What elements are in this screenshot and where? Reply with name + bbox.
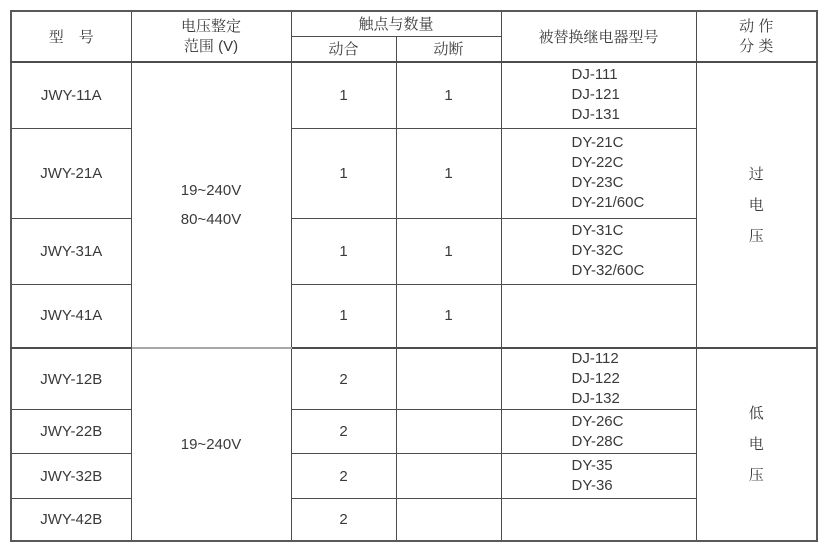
cell-replaced-models: DY-31C DY-32C DY-32/60C (501, 218, 696, 284)
cell-contact-nc (396, 499, 501, 541)
cell-action-class-2: 低 电 压 (696, 348, 817, 541)
cell-replaced-models: DJ-112 DJ-122 DJ-132 (501, 348, 696, 410)
header-voltage-range (131, 11, 291, 62)
header-action-class (696, 11, 817, 62)
cell-replaced-models: DY-35 DY-36 (501, 454, 696, 499)
header-contacts: 触点与数量 (291, 11, 501, 36)
cell-voltage-range-1: 19~240V 80~440V (131, 62, 291, 348)
cell-model: JWY-31A (11, 218, 131, 284)
cell-replaced-models: DJ-111 DJ-121 DJ-131 (501, 62, 696, 128)
cell-contact-no: 1 (291, 128, 396, 218)
cell-replaced-models: DY-21C DY-22C DY-23C DY-21/60C (501, 128, 696, 218)
cell-contact-nc: 1 (396, 62, 501, 128)
cell-model: JWY-32B (11, 454, 131, 499)
cell-replaced-models (501, 284, 696, 348)
header-contact-nc: 动断 (396, 36, 501, 62)
relay-spec-table (10, 10, 818, 542)
cell-contact-no: 1 (291, 62, 396, 128)
cell-contact-no: 2 (291, 410, 396, 454)
cell-contact-no: 2 (291, 454, 396, 499)
cell-contact-nc (396, 454, 501, 499)
header-row-1 (11, 11, 817, 36)
header-voltage-line2: 范围 (V) (183, 37, 239, 55)
cell-model: JWY-41A (11, 284, 131, 348)
cell-contact-no: 1 (291, 284, 396, 348)
cell-replaced-models: DY-26C DY-28C (501, 410, 696, 454)
cell-contact-nc: 1 (396, 284, 501, 348)
cell-model: JWY-22B (11, 410, 131, 454)
header-replaced-relay: 被替换继电器型号 (501, 11, 696, 62)
cell-contact-nc (396, 348, 501, 410)
cell-model: JWY-12B (11, 348, 131, 410)
table-row (11, 62, 817, 128)
header-voltage-line1: 电压整定 (180, 17, 241, 35)
header-model: 型 号 (11, 11, 131, 62)
cell-contact-no: 1 (291, 218, 396, 284)
cell-contact-no: 2 (291, 348, 396, 410)
cell-model: JWY-42B (11, 499, 131, 541)
header-contact-no: 动合 (291, 36, 396, 62)
table-row (11, 348, 817, 410)
cell-contact-nc: 1 (396, 218, 501, 284)
cell-contact-no: 2 (291, 499, 396, 541)
cell-model: JWY-21A (11, 128, 131, 218)
cell-contact-nc (396, 410, 501, 454)
cell-voltage-range-2: 19~240V (131, 348, 291, 541)
header-action-line1: 动 作 (739, 17, 774, 35)
cell-contact-nc: 1 (396, 128, 501, 218)
cell-replaced-models (501, 499, 696, 541)
cell-model: JWY-11A (11, 62, 131, 128)
cell-action-class-1: 过 电 压 (696, 62, 817, 348)
header-action-line2: 分 类 (739, 37, 774, 55)
